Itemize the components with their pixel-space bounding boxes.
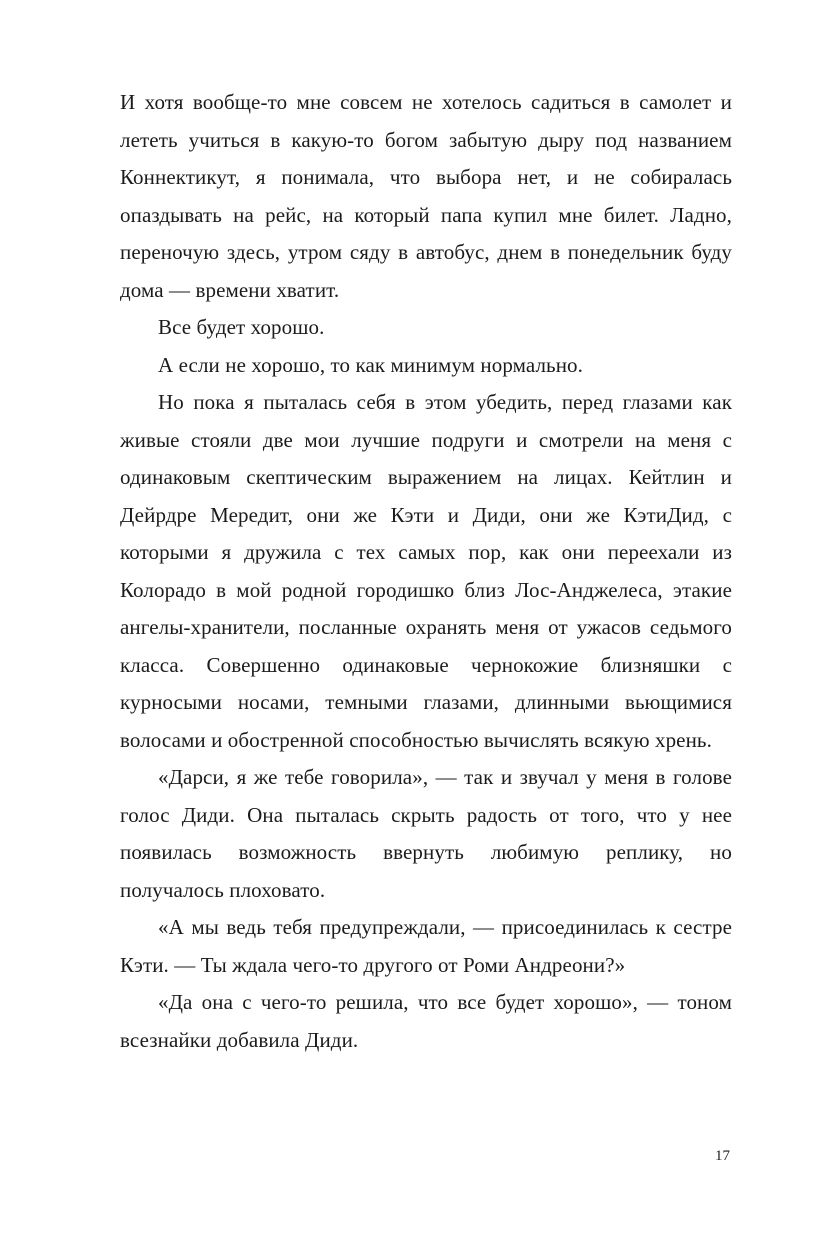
paragraph: «Да она с чего-то решила, что все будет хорошо», — тоном всезнайки добавила Диди.	[120, 990, 732, 1052]
paragraph: «А мы ведь тебя предупреждали, — присоединилась к сестре Кэти. — Ты ждала чего-то другого от Роми Андреони?»	[120, 915, 732, 977]
page-text-block	[120, 84, 732, 1059]
page-number: 17	[715, 1148, 730, 1164]
paragraph: Все будет хорошо.	[158, 315, 325, 339]
paragraph: А если не хорошо, то как минимум нормально.	[158, 352, 584, 377]
paragraph: И хотя вообще-то мне совсем не хотелось садиться в самолет и лететь учиться в какую-то богом забытую дыру под названием Коннектикут, я понимала, что выбора нет, и не собиралась опаздывать на рейс, на который папа купил мне билет. Ладно, переночую здесь, утром сяду в автобус, днем в понедельник буду дома — времени хватит.	[120, 90, 732, 302]
paragraph: «Дарси, я же тебе говорила», — так и звучал у меня в голове голос Диди. Она пыталась скрыть радость от того, что у нее появилась возможность ввернуть любимую реплику, но получалось плоховато.	[120, 765, 732, 902]
paragraph: Но пока я пыталась себя в этом убедить, перед глазами как живые стояли две мои лучшие подруги и смотрели на меня с одинаковым скептическим выражением на лицах. Кейтлин и Дейрдре Мередит, они же Кэти и Диди, они же КэтиДид, с которыми я дружила с тех самых пор, как они переехали из Колорадо в мой родной городишко близ Лос-Анджелеса, этакие ангелы-хранители, посланные охранять меня от ужасов седьмого класса. Совершенно одинаковые чернокожие близняшки с курносыми носами, темными глазами, длинными вьющимися волосами и обостренной способностью вычислять всякую хрень.	[120, 390, 732, 752]
